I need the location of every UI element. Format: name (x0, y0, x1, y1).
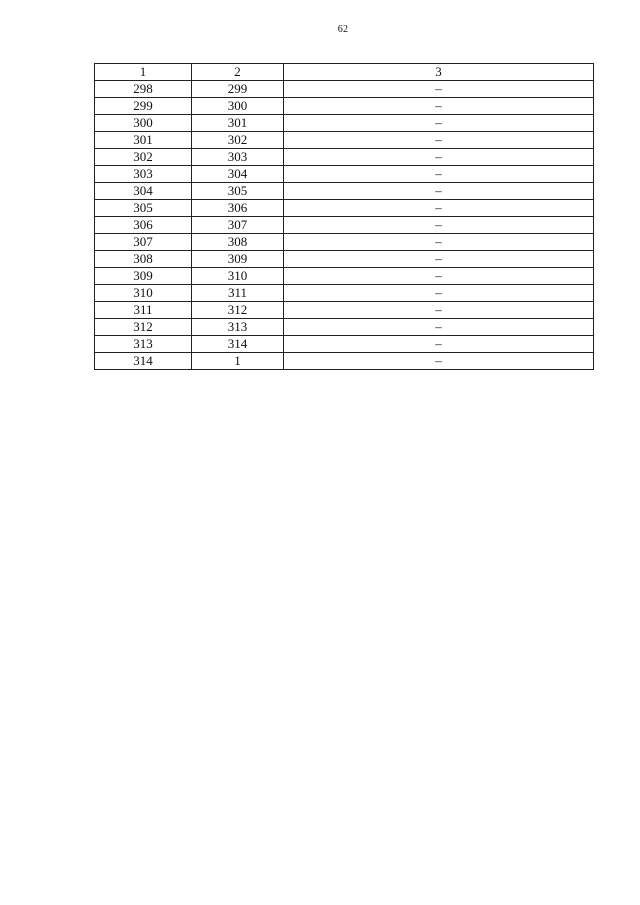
table-cell-col-1: 299 (95, 98, 192, 115)
table-cell-col-1: 311 (95, 302, 192, 319)
table-row (95, 353, 594, 370)
table-cell-col-3: – (284, 268, 594, 285)
table-cell-col-1: 314 (95, 353, 192, 370)
table-row (95, 149, 594, 166)
table-cell-col-2: 312 (192, 302, 284, 319)
table-cell-col-2: 311 (192, 285, 284, 302)
column-header-3: 3 (284, 64, 594, 81)
column-header-2: 2 (192, 64, 284, 81)
table-cell-col-3: – (284, 353, 594, 370)
table-cell-col-1: 301 (95, 132, 192, 149)
table-cell-col-3: – (284, 336, 594, 353)
table-row (95, 200, 594, 217)
table-cell-col-2: 305 (192, 183, 284, 200)
table-row (95, 302, 594, 319)
table-cell-col-2: 306 (192, 200, 284, 217)
table-cell-col-1: 308 (95, 251, 192, 268)
table-cell-col-3: – (284, 217, 594, 234)
column-header-1: 1 (95, 64, 192, 81)
table-cell-col-2: 302 (192, 132, 284, 149)
table-row (95, 336, 594, 353)
table-cell-col-1: 312 (95, 319, 192, 336)
table-cell-col-1: 313 (95, 336, 192, 353)
table-cell-col-3: – (284, 166, 594, 183)
table-cell-col-3: – (284, 98, 594, 115)
table-cell-col-3: – (284, 132, 594, 149)
table-cell-col-2: 301 (192, 115, 284, 132)
table-cell-col-3: – (284, 251, 594, 268)
table-cell-col-1: 306 (95, 217, 192, 234)
page-number: 62 (337, 24, 349, 35)
table-row (95, 268, 594, 285)
table-row (95, 81, 594, 98)
table-cell-col-2: 314 (192, 336, 284, 353)
table-cell-col-3: – (284, 200, 594, 217)
table-cell-col-3: – (284, 183, 594, 200)
table-cell-col-2: 308 (192, 234, 284, 251)
table-cell-col-3: – (284, 115, 594, 132)
table-cell-col-1: 310 (95, 285, 192, 302)
table-cell-col-1: 309 (95, 268, 192, 285)
table-cell-col-2: 309 (192, 251, 284, 268)
table-cell-col-2: 299 (192, 81, 284, 98)
table-cell-col-2: 304 (192, 166, 284, 183)
table-cell-col-3: – (284, 302, 594, 319)
table-cell-col-3: – (284, 149, 594, 166)
table-cell-col-2: 307 (192, 217, 284, 234)
table-row (95, 115, 594, 132)
table-row (95, 132, 594, 149)
table-row (95, 285, 594, 302)
table-row (95, 166, 594, 183)
table-cell-col-1: 300 (95, 115, 192, 132)
header-row (95, 64, 594, 81)
table-cell-col-2: 313 (192, 319, 284, 336)
table-body (95, 81, 594, 370)
table-cell-col-1: 298 (95, 81, 192, 98)
table-row (95, 234, 594, 251)
table-cell-col-1: 307 (95, 234, 192, 251)
table-cell-col-1: 304 (95, 183, 192, 200)
table-cell-col-2: 1 (192, 353, 284, 370)
table-header (95, 64, 594, 81)
table-cell-col-1: 303 (95, 166, 192, 183)
table-cell-col-3: – (284, 81, 594, 98)
table-cell-col-3: – (284, 285, 594, 302)
table-row (95, 183, 594, 200)
table-row (95, 251, 594, 268)
table-cell-col-1: 302 (95, 149, 192, 166)
table-row (95, 217, 594, 234)
table-cell-col-2: 300 (192, 98, 284, 115)
table-cell-col-1: 305 (95, 200, 192, 217)
table-row (95, 319, 594, 336)
table-cell-col-3: – (284, 319, 594, 336)
table-cell-col-2: 310 (192, 268, 284, 285)
table-cell-col-3: – (284, 234, 594, 251)
table-cell-col-2: 303 (192, 149, 284, 166)
data-table (94, 63, 594, 370)
table-row (95, 98, 594, 115)
